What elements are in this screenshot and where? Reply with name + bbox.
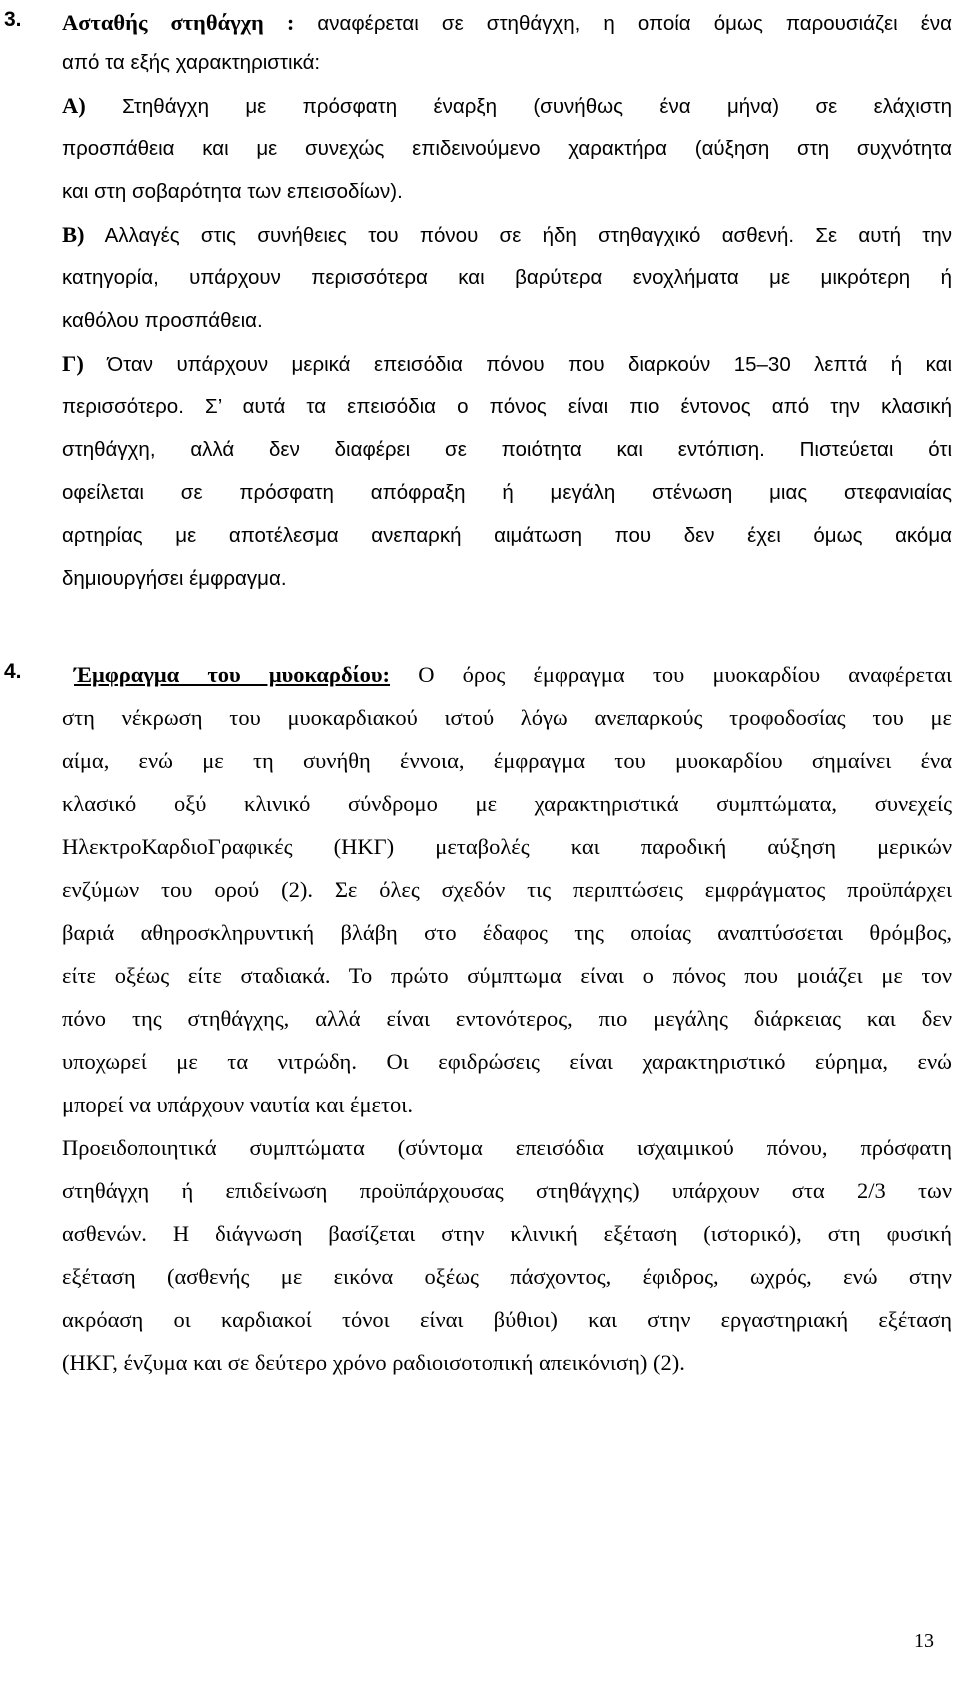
item3-c-text: Όταν υπάρχουν μερικά επεισόδια πόνου που διαρκούν 15–30 λεπτά ή και [83,353,952,376]
item4-line-1 [0,655,960,695]
item4-p2-line-6: (ΗΚΓ, ένζυμα και σε δεύτερο χρόνο ραδιοισοτοπική απεικόνιση) (2). [62,1350,685,1375]
item3-c-line-5: αρτηρίας με αποτέλεσμα ανεπαρκή αιμάτωση που δεν έχει όμως ακόμα [62,524,952,547]
item3-intro-text: αναφέρεται σε στηθάγχη, η οποία όμως παρουσιάζει ένα [294,12,953,35]
item3-b-label: Β) [62,222,85,247]
item3-intro-line-1 [0,3,960,43]
item4-line-11: μπορεί να υπάρχουν ναυτία και έμετοι. [62,1092,413,1117]
item4-line-9: πόνο της στηθάγχης, αλλά είναι εντονότερος, πιο μεγάλης διάρκειας και δεν [62,1006,952,1031]
item4-intro-text: Ο όρος έμφραγμα του μυοκαρδίου αναφέρεται [390,662,952,687]
item3-a-text: Στηθάγχη με πρόσφατη έναρξη (συνήθως ένα μήνα) σε ελάχιστη [85,95,952,118]
item3-b-text: Αλλαγές στις συνήθειες του πόνου σε ήδη στηθαγχικό ασθενή. Σε αυτή την [84,224,952,247]
item4-line-7: βαριά αθηροσκληρυντική βλάβη στο έδαφος της οποίας αναπτύσσεται θρόμβος, [62,920,952,945]
item4-line-3: αίμα, ενώ με τη συνήθη έννοια, έμφραγμα του μυοκαρδίου σημαίνει ένα [62,748,952,773]
item3-b-line-1 [0,215,960,255]
item4-line-8: είτε οξέως είτε σταδιακά. Το πρώτο σύμπτωμα είναι ο πόνος που μοιάζει με τον [62,963,952,988]
item3-c-line-2: περισσότερο. Σ’ αυτά τα επεισόδια ο πόνος είναι πιο έντονος από την κλασική [62,395,952,418]
page-number: 13 [914,1630,934,1652]
item3-b-line-2: κατηγορία, υπάρχουν περισσότερα και βαρύτερα ενοχλήματα με μικρότερη ή [62,266,952,289]
item3-c-line-4: οφείλεται σε πρόσφατη απόφραξη ή μεγάλη στένωση μιας στεφανιαίας [62,481,952,504]
item3-term: Ασταθής στηθάγχη : [62,10,295,35]
item3-c-line-3: στηθάγχη, αλλά δεν διαφέρει σε ποιότητα και εντόπιση. Πιστεύεται ότι [62,438,952,461]
item3-a-label: Α) [62,93,86,118]
item3-b-line-3: καθόλου προσπάθεια. [62,309,263,332]
item4-line-5: ΗλεκτροΚαρδιοΓραφικές (ΗΚΓ) μεταβολές και παροδική αύξηση μερικών [62,834,952,859]
item3-c-line-6: δημιουργήσει έμφραγμα. [62,567,287,590]
item4-line-4: κλασικό οξύ κλινικό σύνδρομο με χαρακτηριστικά συμπτώματα, συνεχείς [62,791,952,816]
item3-a-line-1 [0,86,960,126]
item4-number: 4. [4,660,22,683]
item4-p2-line-5: ακρόαση οι καρδιακοί τόνοι είναι βύθιοι) και στην εργαστηριακή εξέταση [62,1307,952,1332]
item3-number: 3. [4,8,22,31]
item4-line-10: υποχωρεί με τα νιτρώδη. Οι εφιδρώσεις είναι χαρακτηριστικό εύρημα, ενώ [62,1049,952,1074]
item3-c-line-1 [0,344,960,384]
item3-a-line-3: και στη σοβαρότητα των επεισοδίων). [62,180,403,203]
item4-line-6: ενζύμων του ορού (2). Σε όλες σχεδόν τις περιπτώσεις εμφράγματος προϋπάρχει [62,877,952,902]
item3-c-label: Γ) [62,351,84,376]
item4-p2-line-3: ασθενών. Η διάγνωση βασίζεται στην κλινική εξέταση (ιστορικό), στη φυσική [62,1221,952,1246]
item3-a-line-2: προσπάθεια και με συνεχώς επιδεινούμενο χαρακτήρα (αύξηση στη συχνότητα [62,137,952,160]
item4-p2-line-4: εξέταση (ασθενής με εικόνα οξέως πάσχοντος, έφιδρος, ωχρός, ενώ στην [62,1264,952,1289]
item4-term: Έμφραγμα του μυοκαρδίου: [74,662,391,687]
item4-line-2: στη νέκρωση του μυοκαρδιακού ιστού λόγω ανεπαρκούς τροφοδοσίας του με [62,705,952,730]
item4-p2-line-2: στηθάγχη ή επιδείνωση προϋπάρχουσας στηθάγχης) υπάρχουν στα 2/3 των [62,1178,952,1203]
item4-p2-line-1: Προειδοποιητικά συμπτώματα (σύντομα επεισόδια ισχαιμικού πόνου, πρόσφατη [62,1135,952,1160]
item3-intro-line-2: από τα εξής χαρακτηριστικά: [62,51,321,74]
